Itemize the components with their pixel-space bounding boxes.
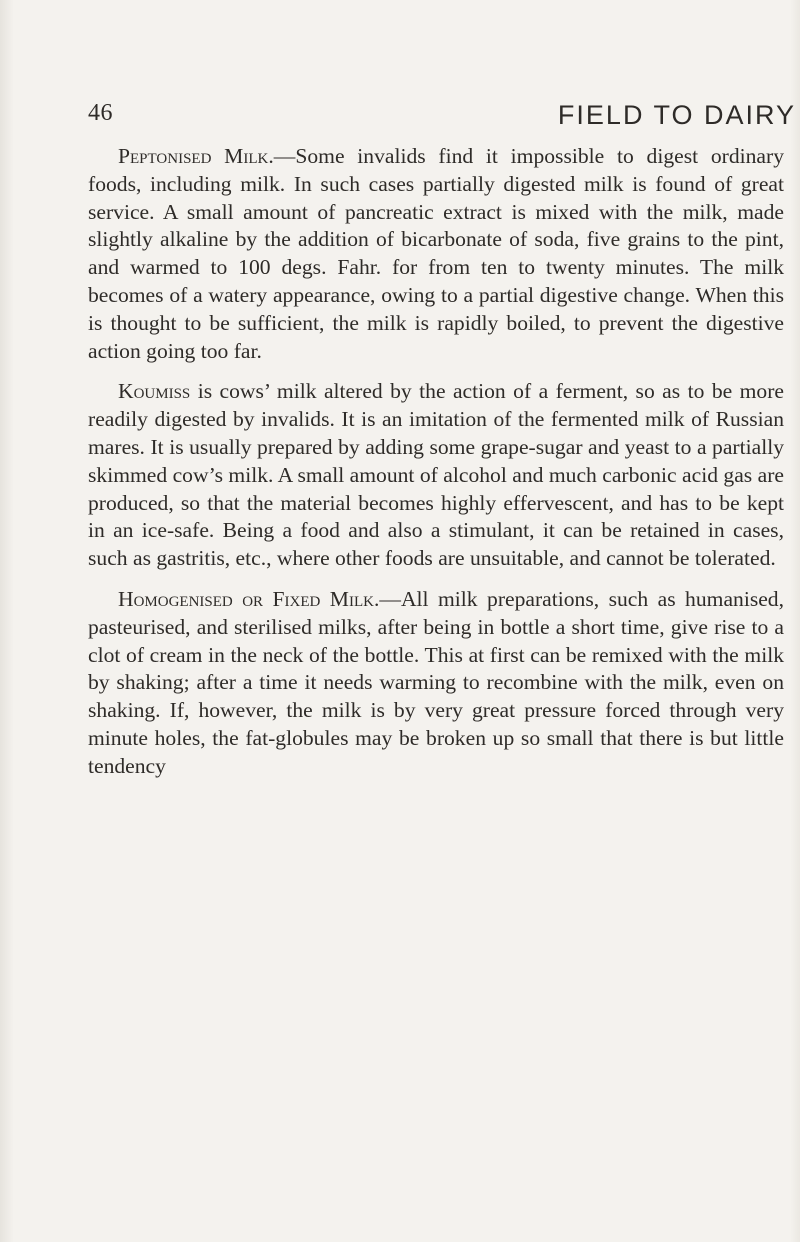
paragraph-heading: Koumiss (118, 379, 191, 404)
paragraph-peptonised-milk (88, 143, 784, 365)
page-edge-left (0, 0, 14, 1242)
paragraph-heading: Homogenised or Fixed Milk. (118, 586, 380, 611)
page-number: 46 (88, 100, 113, 126)
paragraph-heading: Peptonised Milk. (118, 144, 274, 168)
paragraph-koumiss (88, 378, 784, 573)
text-body (88, 143, 784, 794)
running-head (88, 100, 796, 140)
running-title: FIELD TO DAIRY (557, 100, 796, 130)
paragraph-text: —Some invalids find it impossible to digest ordinary foods, including milk. In such cases partially digested milk is found of great service. A small amount of pancreatic extract is mixed with the milk, made slightly alkaline by the addition of bicarbonate of soda, five grains to the pint, and warmed to 100 degs. Fahr. for from ten to twenty minutes. The milk becomes of a watery appearance, owing to a partial digestive change. When this is thought to be sufficient, the milk is rapidly boiled, to prevent the digestive action going too far. (88, 144, 784, 363)
page-edge-right (790, 0, 800, 1242)
paragraph-text: —All milk preparations, such as humanised, pasteurised, and sterilised milks, after being in bottle a short time, give rise to a clot of cream in the neck of the bottle. This at first can be remixed with the milk by shaking; after a time it needs warming to recombine with the milk, even on shaking. If, however, the milk is by very great pressure forced through very minute holes, the fat-globules may be broken up so small that there is but little tendency (88, 586, 785, 778)
paragraph-homogenised-milk (88, 586, 784, 781)
paragraph-text: is cows’ milk altered by the action of a ferment, so as to be more readily digested by invalids. It is an imitation of the fermented milk of Russian mares. It is usually prepared by adding some grape-sugar and yeast to a partially skimmed cow’s milk. A small amount of alcohol and much carbonic acid gas are produced, so that the material becomes highly effervescent, and has to be kept in an ice-safe. Being a food and also a stimulant, it can be retained in cases, such as gastritis, etc., where other foods are unsuitable, and cannot be tolerated. (88, 379, 784, 571)
